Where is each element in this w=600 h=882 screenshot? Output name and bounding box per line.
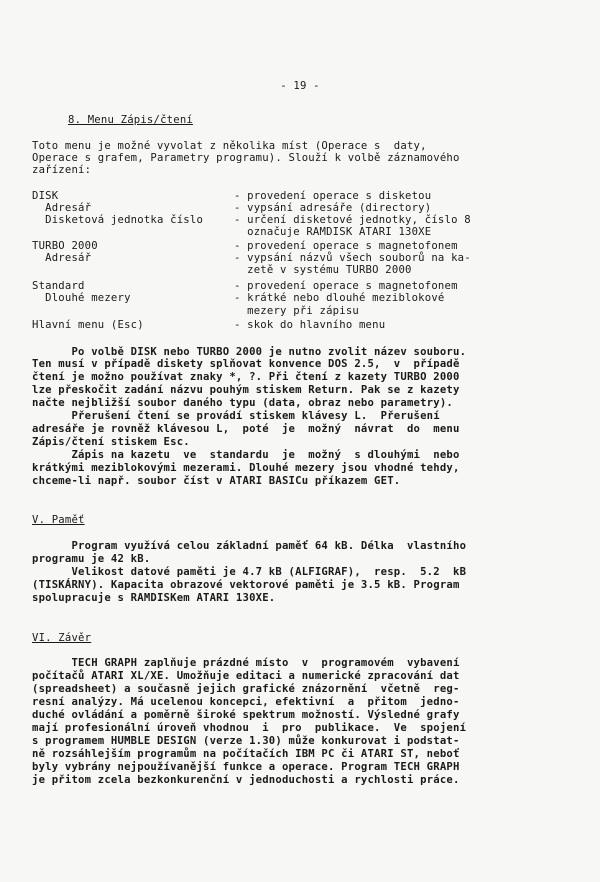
body-line: Program využívá celou základní paměť 64 kB. Délka vlastního: [32, 540, 467, 552]
body-line: chceme-li např. soubor číst v ATARI BASICu příkazem GET.: [32, 475, 401, 487]
body-line: resní analýzy. Má ucelenou koncepci, efektivní a přitom jedno-: [32, 696, 460, 708]
body-line: mají profesionální úroveň vhodnou i pro publikace. Ve spojení: [32, 722, 467, 734]
body-line: krátkými meziblokovými mezerami. Dlouhé mezery jsou vhodné tehdy,: [32, 462, 460, 474]
menu-desc: - skok do hlavního menu: [234, 319, 386, 331]
body-line: Zápis na kazetu ve standardu je možný s dlouhými nebo: [32, 449, 460, 461]
menu-term: Hlavní menu (Esc): [32, 319, 144, 331]
menu-desc: - vypsání názvů všech souborů na ka-: [234, 252, 471, 264]
body-line: Velikost datové paměti je 4.7 kB (ALFIGRAF), resp. 5.2 kB: [32, 566, 467, 578]
menu-term: Disketová jednotka číslo: [32, 214, 204, 226]
body-line: TECH GRAPH zaplňuje prázdné místo v programovém vybavení: [32, 657, 460, 669]
intro-line: Operace s grafem, Parametry programu). Slouží k volbě záznamového: [32, 152, 460, 164]
body-line: Po volbě DISK nebo TURBO 2000 je nutno zvolit název souboru.: [32, 346, 467, 358]
section-5-heading: V. Paměť: [32, 514, 85, 526]
section-8-heading: 8. Menu Zápis/čtení: [68, 114, 193, 126]
menu-desc: - provedení operace s magnetofonem: [234, 240, 458, 252]
menu-desc: označuje RAMDISK ATARI 130XE: [234, 226, 432, 238]
body-line: byly vybrány nejpoužívanější funkce a operace. Program TECH GRAPH: [32, 761, 460, 773]
body-line: s programem HUMBLE DESIGN (verze 1.30) může konkurovat i podstat-: [32, 735, 460, 747]
menu-desc: - vypsání adresáře (directory): [234, 202, 432, 214]
menu-desc: - určení disketové jednotky, číslo 8: [234, 214, 471, 226]
body-line: počítačů ATARI XL/XE. Umožňuje editaci a numerické zpracování dat: [32, 670, 460, 682]
intro-line: Toto menu je možné vyvolat z několika míst (Operace s daty,: [32, 140, 427, 152]
body-line: Přerušení čtení se provádí stiskem klávesy L. Přerušení: [32, 410, 440, 422]
menu-term: Dlouhé mezery: [32, 292, 131, 304]
menu-desc: - provedení operace s magnetofonem: [234, 280, 458, 292]
menu-term: TURBO 2000: [32, 240, 98, 252]
section-6-heading: VI. Závěr: [32, 632, 92, 644]
menu-desc: - provedení operace s disketou: [234, 190, 432, 202]
body-line: lze přeskočit zadání názvu pouhým stiskem Return. Pak se z kazety: [32, 384, 460, 396]
body-line: (TISKÁRNY). Kapacita obrazové vektorové paměti je 3.5 kB. Program: [32, 579, 460, 591]
menu-desc: mezery při zápisu: [234, 305, 359, 317]
page-number: - 19 -: [280, 80, 320, 92]
body-line: Ten musí v případě diskety splňovat konvence DOS 2.5, v případě: [32, 358, 460, 370]
body-line: duché ovládání a poměrně široké spektrum možností. Výsledné grafy: [32, 709, 460, 721]
body-line: Zápis/čtení stiskem Esc.: [32, 436, 190, 448]
body-line: je přitom zcela bezkonkurenční v jednoduchosti a rychlosti práce.: [32, 774, 460, 786]
body-line: programu je 42 kB.: [32, 553, 151, 565]
body-line: spolupracuje s RAMDISKem ATARI 130XE.: [32, 592, 276, 604]
body-line: adresáře je rovněž klávesou L, poté je možný návrat do menu: [32, 423, 460, 435]
body-line: ně rozsáhlejším programům na počítačích IBM PC či ATARI ST, neboť: [32, 748, 460, 760]
menu-term: Standard: [32, 280, 85, 292]
body-line: čtení je možno používat znaky *, ?. Při čtení z kazety TURBO 2000: [32, 371, 460, 383]
menu-desc: - krátké nebo dlouhé meziblokové: [234, 292, 445, 304]
menu-desc: zetě v systému TURBO 2000: [234, 264, 412, 276]
body-line: načte nejbližší soubor daného typu (data, obraz nebo parametry).: [32, 397, 453, 409]
body-line: (spreadsheet) a současně jejich grafické znázornění včetně reg-: [32, 683, 460, 695]
menu-term: Adresář: [32, 202, 92, 214]
menu-term: DISK: [32, 190, 59, 202]
intro-line: zařízení:: [32, 164, 92, 176]
menu-term: Adresář: [32, 252, 92, 264]
